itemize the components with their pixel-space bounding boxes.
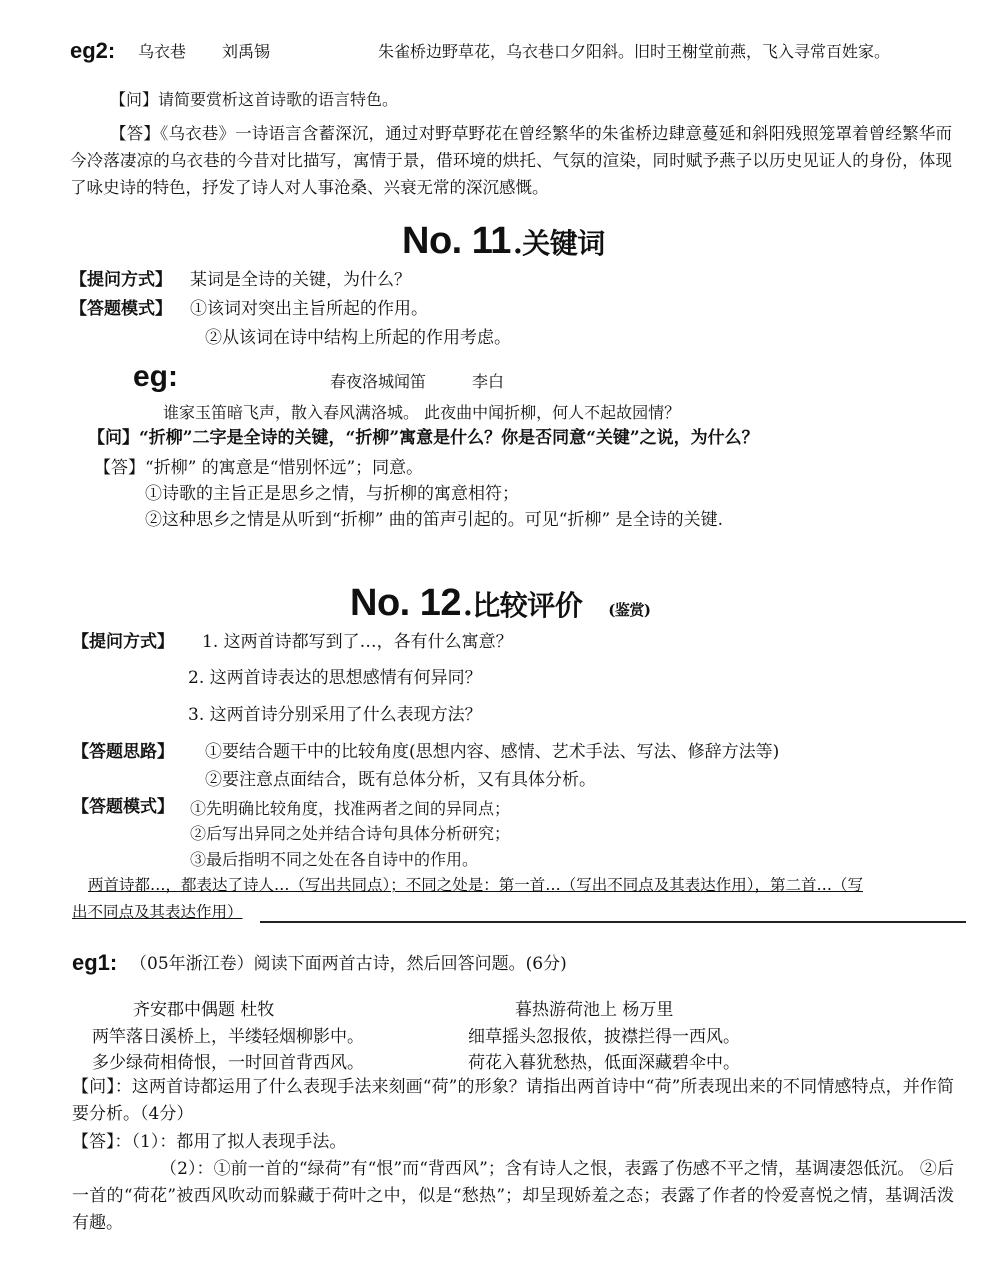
no12-mode-2: ②后写出异同之处并结合诗句具体分析研究；: [190, 824, 511, 843]
divider-line: [260, 921, 966, 923]
eg1-label: eg1:: [72, 950, 118, 975]
eg2-poem-title: 乌衣巷: [138, 42, 187, 61]
no12-template-line-1: 两首诗都…，都表达了诗人…（写出共同点）；不同之处是：第一首…（写出不同点及其表达作用），第二首…（写: [88, 876, 864, 894]
eg1-answer-2: （2）：①前一首的“绿荷”有“恨”而“背西风”；含有诗人之恨，表露了伤感不平之情，基调凄怨低沉。 ②后一首的“荷花”被西风吹动而躲藏于荷叶之中，似是“愁热”；却呈现娇羞之态；表露了作者的怜爱喜悦之情，基调活泼有趣。: [72, 1159, 954, 1233]
no11-mode-label: 【答题模式】: [70, 299, 172, 319]
no11-question: 【问】“折柳”二字是全诗的关键，“折柳”寓意是什么？你是否同意“关键”之说，为什么？: [88, 428, 759, 448]
no12-mode-label: 【答题模式】: [72, 797, 174, 817]
no11-answer-2: ①诗歌的主旨正是思乡之情，与折柳的寓意相符；: [145, 484, 519, 504]
no11-poem-text: 谁家玉笛暗飞声，散入春风满洛城。 此夜曲中闻折柳，何人不起故园情？: [163, 403, 681, 422]
eg2-label: eg2:: [70, 38, 116, 63]
no12-idea-label: 【答题思路】: [72, 742, 174, 762]
no11-poem-title: 春夜洛城闻笛: [330, 372, 427, 391]
no11-author: 李白: [472, 372, 505, 391]
no11-ask-label: 【提问方式】: [70, 270, 172, 290]
eg1-intro: （05年浙江卷）阅读下面两首古诗，然后回答问题。(6分): [130, 954, 567, 974]
eg1-poem2-line1: 细草摇头忽报侬，披襟拦得一西风。: [468, 1027, 740, 1047]
no12-idea-2: ②要注意点面结合，既有总体分析，又有具体分析。: [205, 770, 596, 790]
no12-template-line-2: 出不同点及其表达作用）: [72, 903, 243, 921]
eg1-poem1-line1: 两竿落日溪桥上，半缕轻烟柳影中。: [92, 1027, 364, 1047]
section-heading-no11: [402, 222, 605, 260]
no12-mode-1: ①先明确比较角度，找准两者之间的异同点；: [190, 799, 511, 818]
eg2-author: 刘禹锡: [222, 42, 271, 61]
no11-mode-2: ②从该词在诗中结构上所起的作用考虑。: [205, 328, 511, 348]
no11-mode-1: ①该词对突出主旨所起的作用。: [190, 299, 428, 319]
section-heading-no12: [350, 584, 651, 622]
eg1-question: 【问】：这两首诗都运用了什么表现手法来刻画“荷”的形象？请指出两首诗中“荷”所表现出来的不同情感特点，并作简要分析。（4分）: [72, 1077, 954, 1124]
no12-ask-1: 1. 这两首诗都写到了…，各有什么寓意？: [202, 632, 513, 652]
eg1-poem1-title: 齐安郡中偶题 杜牧: [133, 1000, 275, 1020]
no12-number: No. 12: [350, 582, 462, 624]
eg1-poem1-line2: 多少绿荷相倚恨，一时回首背西风。: [92, 1053, 364, 1073]
no11-answer-1: 【答】“折柳” 的寓意是“惜别怀远”；同意。: [94, 458, 424, 478]
no12-ask-3: 3. 这两首诗分别采用了什么表现方法？: [188, 705, 482, 725]
no12-ask-label: 【提问方式】: [72, 632, 174, 652]
eg2-answer: 【答】《乌衣巷》一诗语言含蓄深沉，通过对野草野花在曾经繁华的朱雀桥边肆意蔓延和斜阳残照笼罩着曾经繁华而今冷落凄凉的乌衣巷的今昔对比描写，寓情于景，借环境的烘托、气氛的渲染，同时赋予燕子以历史见证人的身份，体现了咏史诗的特色，抒发了诗人对人事沧桑、兴衰无常的深沉感慨。: [70, 124, 952, 197]
eg2-question: 【问】请简要赏析这首诗歌的语言特色。: [110, 90, 399, 109]
no12-title-note: (鉴赏): [608, 601, 651, 619]
no11-eg-label: eg:: [133, 360, 178, 393]
no11-title: .关键词: [512, 227, 605, 260]
eg1-poem2-line2: 荷花入暮犹愁热，低面深藏碧伞中。: [468, 1053, 740, 1073]
eg2-poem-text: 朱雀桥边野草花，乌衣巷口夕阳斜。旧时王榭堂前燕，飞入寻常百姓家。: [378, 42, 891, 61]
no11-number: No. 11: [402, 220, 511, 262]
no12-title: .比较评价: [463, 589, 583, 622]
no11-ask-text: 某词是全诗的关键，为什么？: [190, 270, 411, 290]
no12-mode-3: ③最后指明不同之处在各自诗中的作用。: [190, 850, 479, 869]
eg1-poem2-title: 暮热游荷池上 杨万里: [515, 1000, 674, 1020]
eg1-answer-1: 【答】：（1）：都用了拟人表现手法。: [72, 1132, 347, 1152]
no11-answer-3: ②这种思乡之情是从听到“折柳” 曲的笛声引起的。可见“折柳” 是全诗的关键.: [145, 510, 723, 530]
no12-idea-1: ①要结合题干中的比较角度(思想内容、感情、艺术手法、写法、修辞方法等): [205, 742, 780, 762]
no12-ask-2: 2. 这两首诗表达的思想感情有何异同？: [188, 668, 482, 688]
